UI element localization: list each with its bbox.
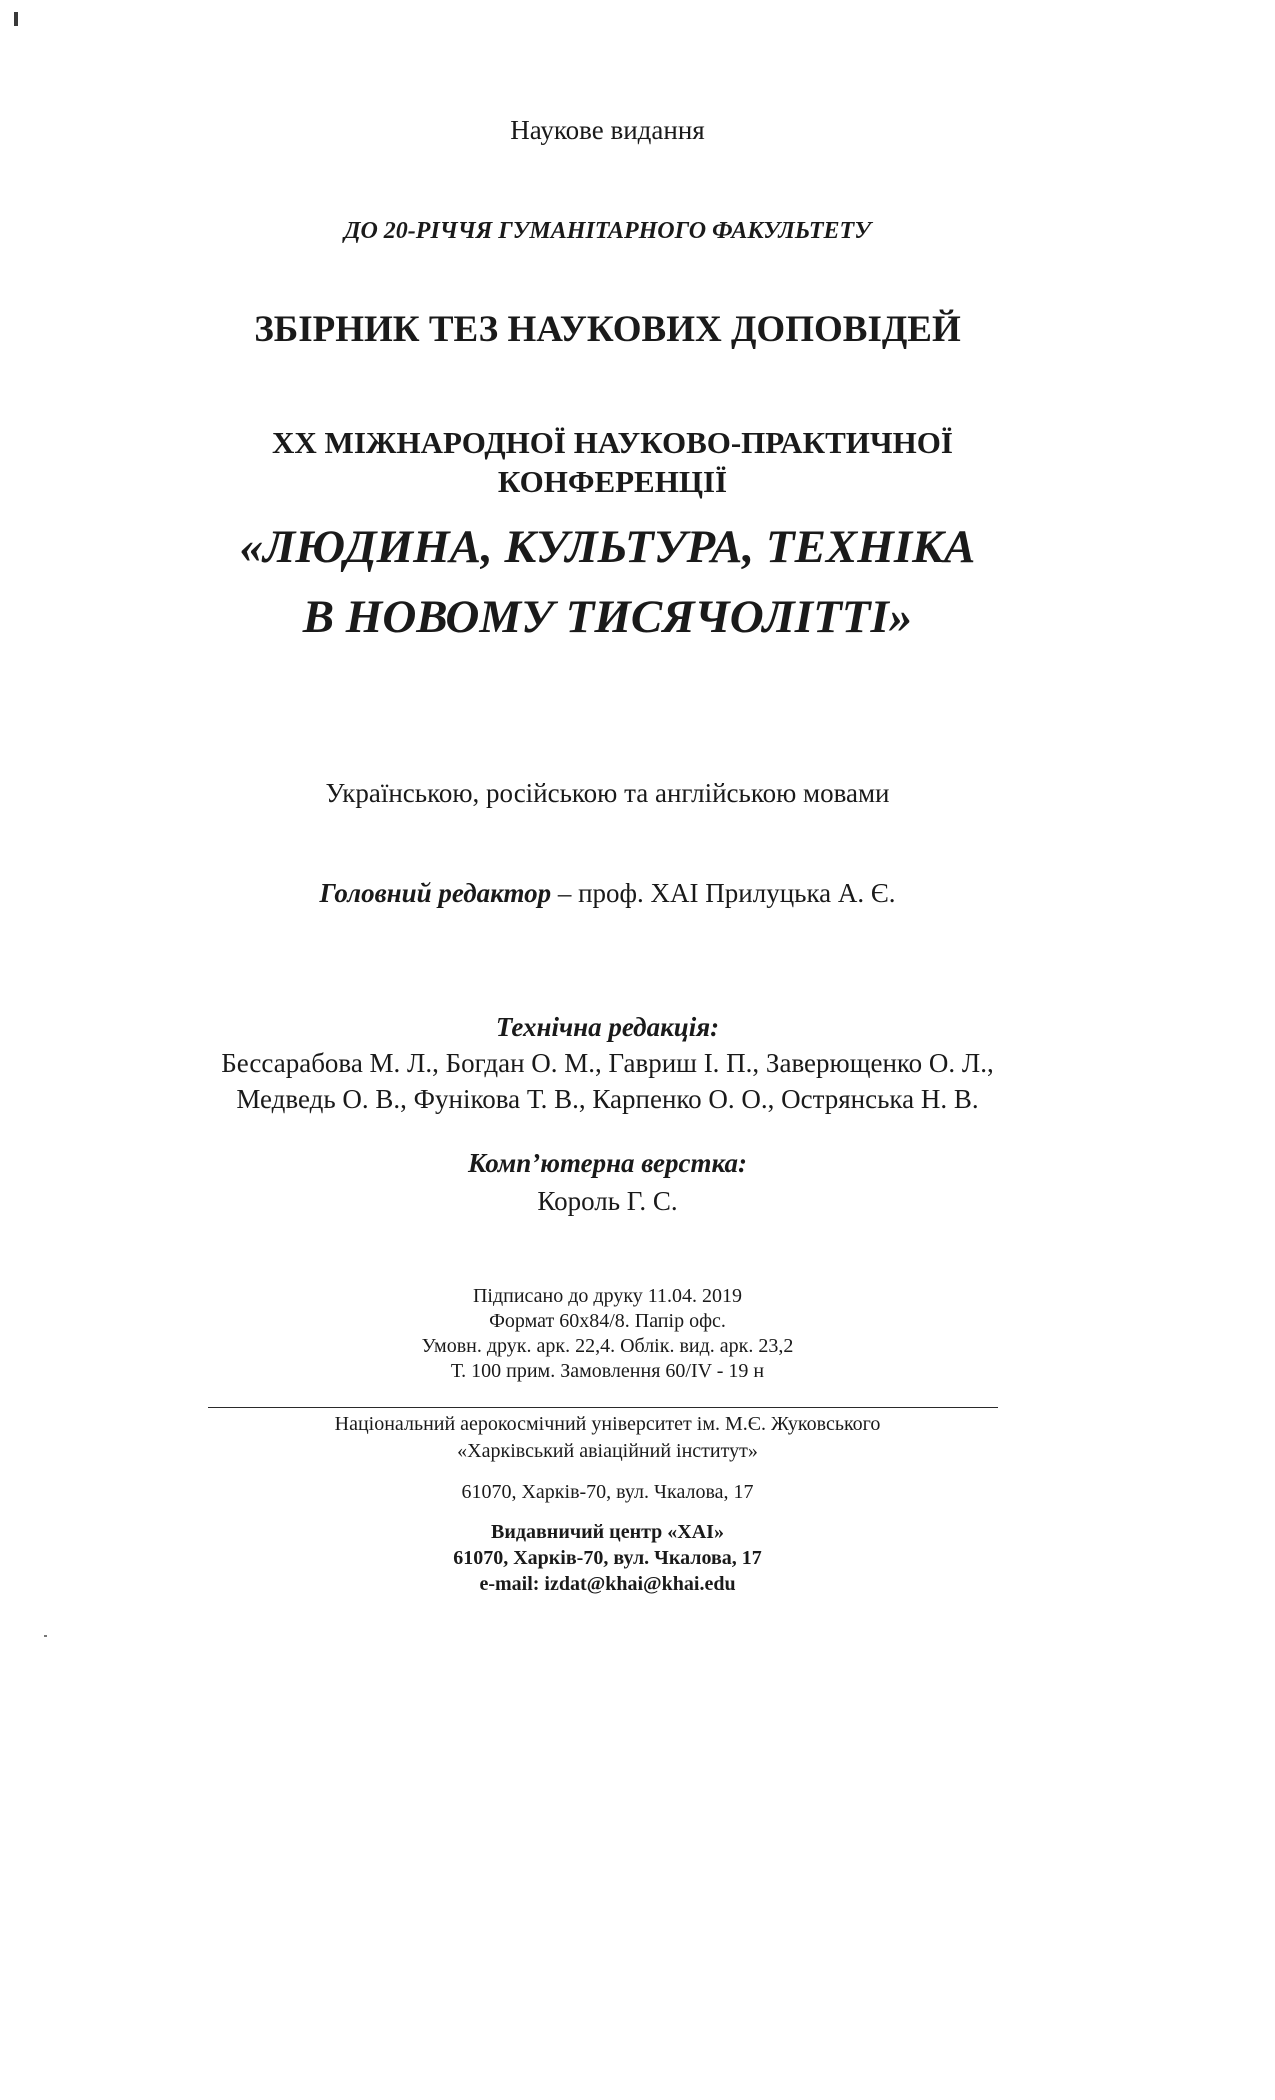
conference-name-line1: XX МІЖНАРОДНОЇ НАУКОВО-ПРАКТИЧНОЇ xyxy=(272,425,953,460)
layout-credit-name: Король Г. С. xyxy=(537,1186,678,1216)
imprint-divider xyxy=(208,1407,998,1408)
imprint-print-run: Т. 100 прим. Замовлення 60/IV - 19 н xyxy=(450,1360,765,1382)
chief-editor-role: Головний редактор xyxy=(319,878,552,908)
imprint-sheets: Умовн. друк. арк. 22,4. Облік. вид. арк. 23,2 xyxy=(421,1335,794,1357)
conference-name-line2: КОНФЕРЕНЦІЇ xyxy=(497,464,728,499)
anniversary-subtitle: ДО 20-РІЧЧЯ ГУМАНІТАРНОГО ФАКУЛЬТЕТУ xyxy=(344,218,871,244)
imprint-signed-date: Підписано до друку 11.04. 2019 xyxy=(472,1285,743,1307)
conference-title-line2: В НОВОМУ ТИСЯЧОЛІТТІ» xyxy=(302,591,913,643)
scan-artifact-mark xyxy=(14,12,18,26)
publisher-institute: «Харківський авіаційний інститут» xyxy=(457,1440,758,1462)
chief-editor-name: – проф. ХАІ Прилуцька А. Є. xyxy=(551,878,896,908)
technical-editors-line1: Бессарабова М. Л., Богдан О. М., Гавриш І. П., Заверющенко О. Л., xyxy=(221,1048,994,1078)
chief-editor-line xyxy=(0,878,1245,909)
imprint-format: Формат 60х84/8. Папір офс. xyxy=(489,1310,726,1332)
technical-editors-line2: Медведь О. В., Фунікова Т. В., Карпенко О. О., Острянська Н. В. xyxy=(236,1084,979,1114)
languages-note: Українською, російською та англійською мовами xyxy=(325,778,890,808)
conference-title-line1: «ЛЮДИНА, КУЛЬТУРА, ТЕХНІКА xyxy=(239,521,976,573)
layout-credit-heading: Комп’ютерна верстка: xyxy=(467,1148,748,1178)
scan-artifact-dot xyxy=(44,1635,47,1637)
publishing-center-name: Видавничий центр «ХАІ» xyxy=(491,1521,724,1543)
publishing-center-address: 61070, Харків-70, вул. Чкалова, 17 xyxy=(453,1547,762,1569)
publishing-center-email: e-mail: izdat@khai@khai.edu xyxy=(479,1573,736,1595)
collection-title: ЗБІРНИК ТЕЗ НАУКОВИХ ДОПОВІДЕЙ xyxy=(254,309,961,350)
technical-editing-heading: Технічна редакція: xyxy=(495,1012,720,1042)
publisher-address: 61070, Харків-70, вул. Чкалова, 17 xyxy=(461,1481,754,1503)
edition-type: Наукове видання xyxy=(510,115,705,145)
publisher-university: Національний аерокосмічний університет ім. М.Є. Жуковського xyxy=(334,1413,881,1435)
